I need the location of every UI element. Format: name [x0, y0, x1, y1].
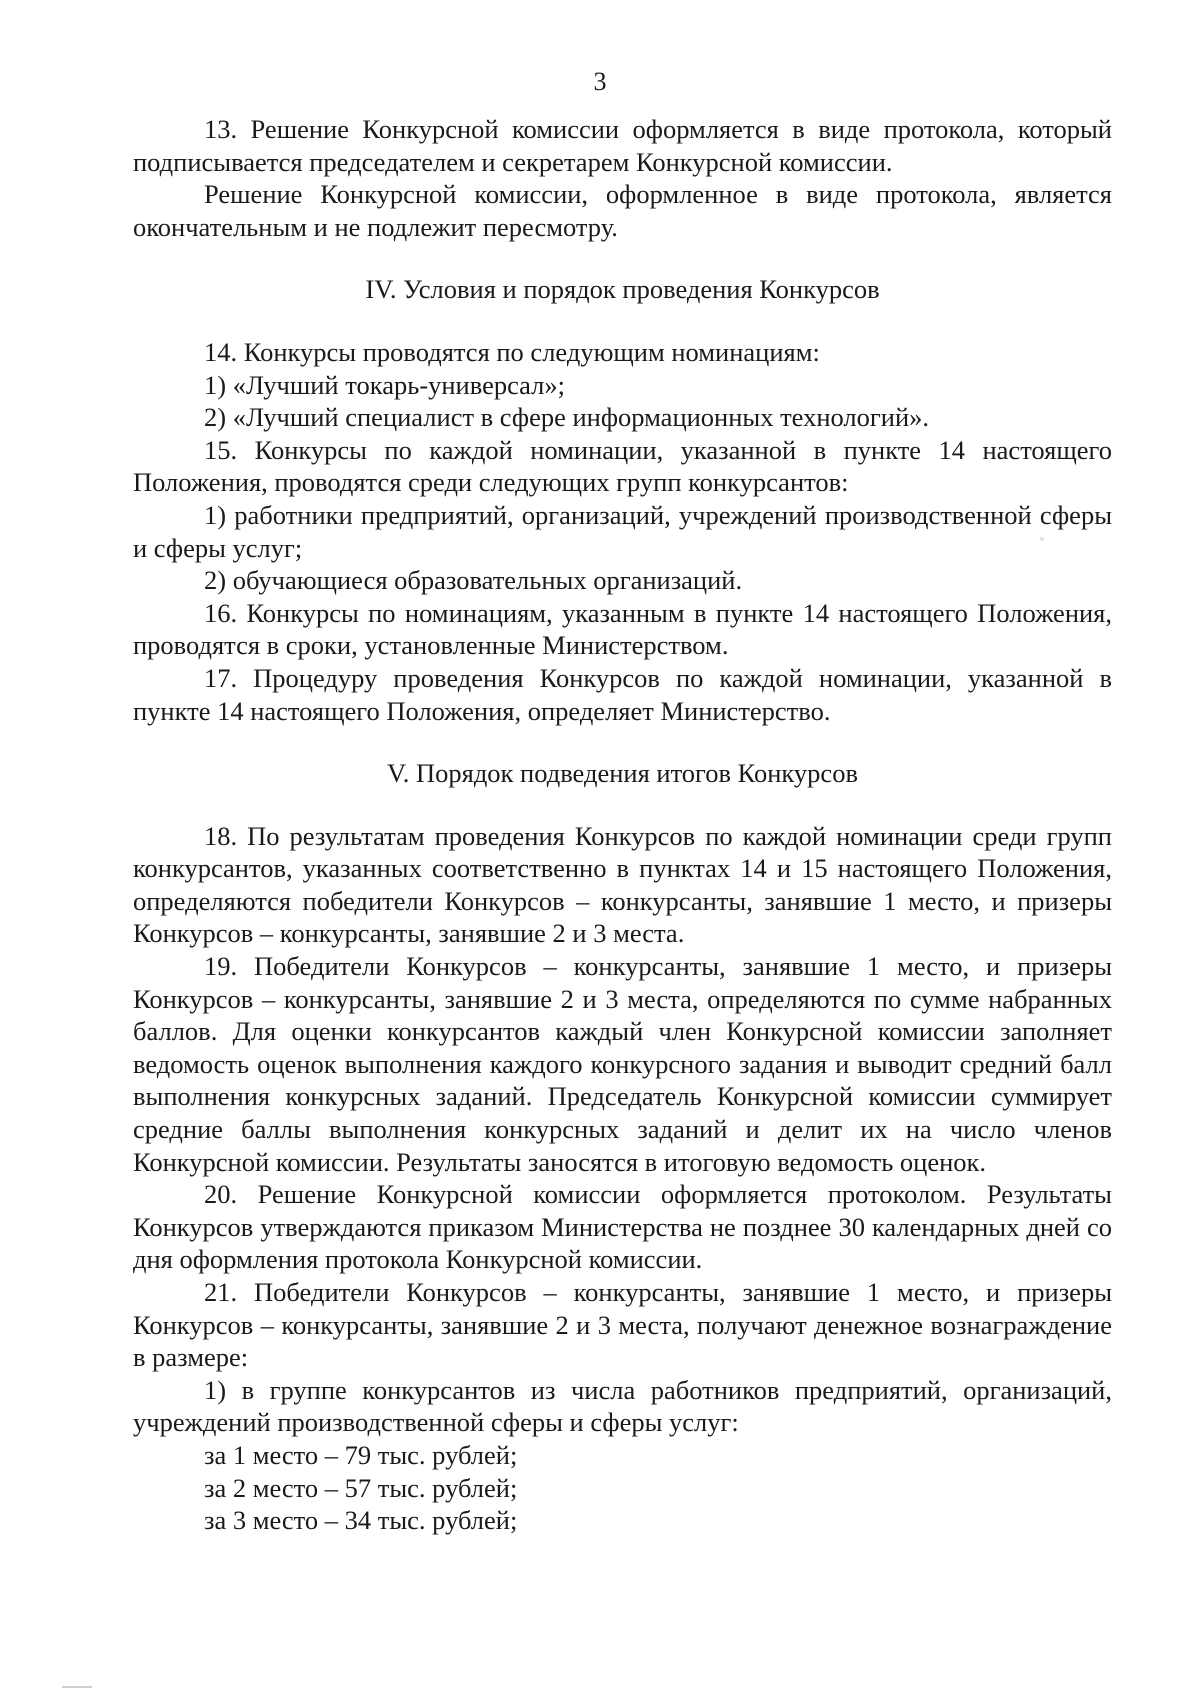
prize-3rd-place: за 3 место – 34 тыс. рублей;: [204, 1505, 518, 1536]
prize-2nd-place: за 2 место – 57 тыс. рублей;: [204, 1472, 518, 1503]
prize-1st-place: за 1 место – 79 тыс. рублей;: [204, 1439, 518, 1470]
group-1: 1) работники предприятий, организаций, учреждений производственной сферы и сферы услуг;: [133, 499, 1112, 563]
page-number: 3: [593, 67, 607, 96]
spacer: [133, 243, 1112, 273]
paragraph-14: 14. Конкурсы проводятся по следующим номинациям:: [204, 336, 820, 367]
scan-artifact: [1040, 537, 1044, 541]
prize-group-1: 1) в группе конкурсантов из числа работников предприятий, организаций, учреждений производственной сферы и сферы услуг:: [133, 1374, 1112, 1438]
paragraph-16: 16. Конкурсы по номинациям, указанным в пункте 14 настоящего Положения, проводятся в сроки, установленные Министерством.: [133, 597, 1112, 661]
group-2: 2) обучающиеся образовательных организаций.: [204, 565, 743, 596]
paragraph-15: 15. Конкурсы по каждой номинации, указанной в пункте 14 настоящего Положения, проводятся среди следующих групп конкурсантов:: [133, 434, 1112, 498]
section-4-title: IV. Условия и порядок проведения Конкурсов: [365, 274, 880, 305]
scan-artifact: [62, 1686, 92, 1688]
spacer: [133, 306, 1112, 336]
spacer: [133, 790, 1112, 820]
paragraph-19: 19. Победители Конкурсов – конкурсанты, занявшие 1 место, и призеры Конкурсов – конкурсанты, занявшие 2 и 3 места, определяются по сумме набранных баллов. Для оценки конкурсантов каждый член Конкурсной комиссии заполняет ведомость оценок выполнения каждого конкурсного задания и выводит средний балл выполнения конкурсных заданий. Председатель Конкурсной комиссии суммирует средние баллы выполнения конкурсных заданий и делит их на число членов Конкурсной комиссии. Результаты заносятся в итоговую ведомость оценок.: [133, 951, 1112, 1177]
paragraph-13: 13. Решение Конкурсной комиссии оформляется в виде протокола, который подписывается председателем и секретарем Конкурсной комиссии.: [133, 114, 1112, 177]
nomination-1: 1) «Лучший токарь-универсал»;: [204, 369, 566, 400]
paragraph-18: 18. По результатам проведения Конкурсов по каждой номинации среди групп конкурсантов, указанных соответственно в пунктах 14 и 15 настоящего Положения, определяются победители Конкурсов – конкурсанты, занявшие 1 место, и призеры Конкурсов – конкурсанты, занявшие 2 и 3 места.: [133, 820, 1112, 949]
spacer: [133, 727, 1112, 757]
paragraph-17: 17. Процедуру проведения Конкурсов по каждой номинации, указанной в пункте 14 настоящего Положения, определяет Министерство.: [133, 662, 1112, 726]
paragraph-13-continuation: Решение Конкурсной комиссии, оформленное в виде протокола, является окончательным и не подлежит пересмотру.: [133, 179, 1112, 242]
section-5-title: V. Порядок подведения итогов Конкурсов: [387, 758, 858, 789]
nomination-2: 2) «Лучший специалист в сфере информационных технологий».: [204, 402, 930, 433]
paragraph-20: 20. Решение Конкурсной комиссии оформляется протоколом. Результаты Конкурсов утверждаются приказом Министерства не позднее 30 календарных дней со дня оформления протокола Конкурсной комиссии.: [133, 1179, 1112, 1275]
document-body: [133, 113, 1112, 1537]
paragraph-21: 21. Победители Конкурсов – конкурсанты, занявшие 1 место, и призеры Конкурсов – конкурсанты, занявшие 2 и 3 места, получают денежное вознаграждение в размере:: [133, 1277, 1112, 1373]
